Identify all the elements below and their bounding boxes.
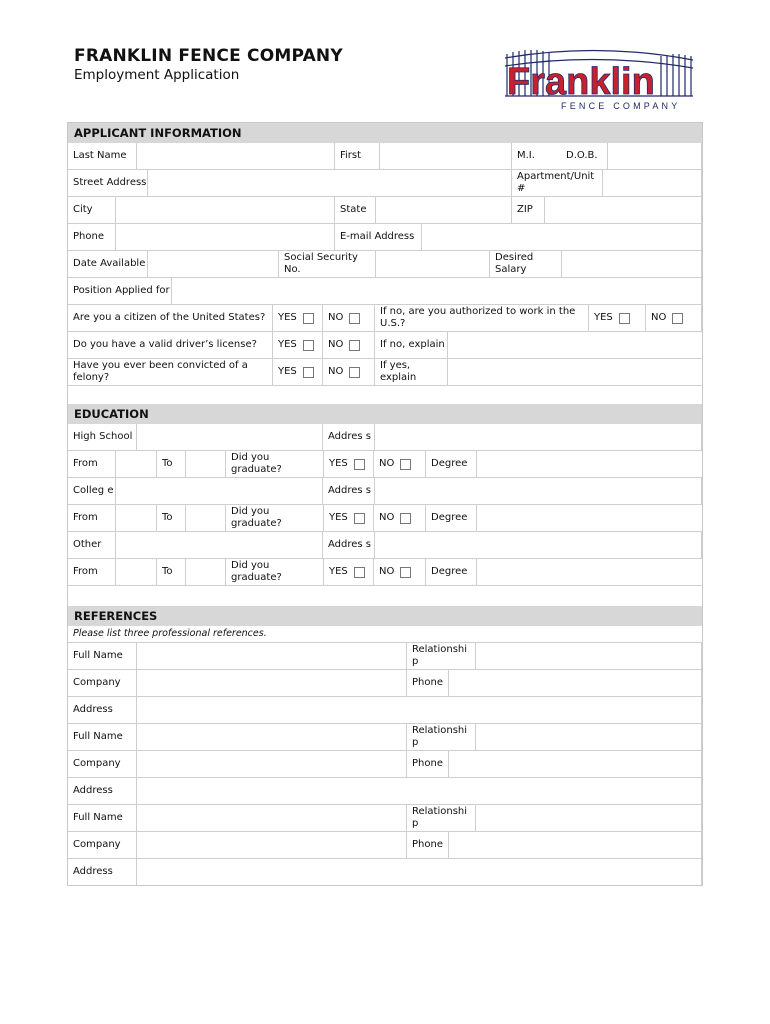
from-label: From	[73, 458, 98, 469]
phone-field[interactable]	[448, 751, 702, 777]
graduate-question: Did you graduate?	[231, 560, 282, 583]
to-label: To	[162, 458, 173, 469]
graduate-yes[interactable]	[323, 451, 374, 477]
other-address-field[interactable]	[374, 532, 702, 558]
salary-label: Desired Salary	[495, 252, 534, 275]
section-references-heading: REFERENCES	[68, 606, 702, 626]
license-question: Do you have a valid driver’s license?	[73, 339, 257, 350]
to-field[interactable]	[185, 559, 226, 585]
full-name-label: Full Name	[73, 731, 123, 742]
row-ref3-company	[68, 831, 702, 858]
graduate-no-label: NO	[379, 512, 395, 523]
state-label: State	[340, 204, 367, 215]
citizen-no[interactable]	[323, 305, 374, 331]
checkbox-icon[interactable]	[354, 567, 365, 578]
apt-label: Apartment/Unit #	[517, 171, 595, 194]
row-phone	[68, 223, 702, 250]
felony-explain-field[interactable]	[448, 359, 702, 385]
full-name-field[interactable]	[136, 643, 407, 669]
city-field[interactable]	[115, 197, 335, 223]
checkbox-icon[interactable]	[354, 459, 365, 470]
graduate-no[interactable]	[374, 451, 425, 477]
apt-field[interactable]	[602, 170, 702, 196]
checkbox-icon[interactable]	[349, 340, 360, 351]
last-name-field[interactable]	[136, 143, 335, 169]
row-references-note	[68, 626, 702, 642]
from-label: From	[73, 512, 98, 523]
citizen-yes-label: YES	[278, 312, 297, 323]
authorized-yes-label: YES	[594, 312, 613, 323]
college-address-label: Addres s	[328, 485, 372, 496]
franklin-logo	[503, 46, 698, 114]
high-school-field[interactable]	[136, 424, 323, 450]
license-explain-field[interactable]	[448, 332, 702, 358]
graduate-no[interactable]	[374, 559, 425, 585]
phone-label: Phone	[412, 758, 443, 769]
full-name-field[interactable]	[136, 805, 407, 831]
row-ref1-address	[68, 696, 702, 723]
company-label: Company	[73, 839, 121, 850]
relationship-field[interactable]	[475, 805, 702, 831]
authorized-question: If no, are you authorized to work in the U.S.?	[374, 305, 589, 331]
citizen-yes[interactable]	[272, 305, 323, 331]
row-ref3-address	[68, 858, 702, 885]
row-other-dates	[68, 558, 702, 585]
row-ref2-address	[68, 777, 702, 804]
checkbox-icon[interactable]	[400, 459, 411, 470]
form-subtitle: Employment Application	[74, 67, 240, 83]
degree-field[interactable]	[477, 559, 702, 585]
address-field[interactable]	[136, 859, 702, 885]
position-label: Position Applied for	[73, 285, 170, 296]
from-field[interactable]	[115, 559, 157, 585]
row-high-school-dates	[68, 450, 702, 477]
felony-no[interactable]	[323, 359, 374, 385]
company-label: Company	[73, 677, 121, 688]
logo-wordmark: Franklin	[507, 61, 655, 103]
company-field[interactable]	[136, 751, 407, 777]
checkbox-icon[interactable]	[400, 513, 411, 524]
felony-explain-label: If yes, explain	[374, 359, 448, 385]
felony-no-label: NO	[328, 366, 344, 377]
dob-field[interactable]	[607, 143, 702, 169]
city-label: City	[73, 204, 93, 215]
phone-label: Phone	[73, 231, 104, 242]
citizen-question: Are you a citizen of the United States?	[73, 312, 266, 323]
first-name-label: First	[340, 150, 362, 161]
relationship-field[interactable]	[475, 724, 702, 750]
mi-label: M.I.	[517, 150, 535, 161]
checkbox-icon[interactable]	[349, 367, 360, 378]
last-name-label: Last Name	[73, 150, 127, 161]
zip-field[interactable]	[544, 197, 702, 223]
checkbox-icon[interactable]	[400, 567, 411, 578]
phone-label: Phone	[412, 677, 443, 688]
college-address-field[interactable]	[374, 478, 702, 504]
checkbox-icon[interactable]	[303, 367, 314, 378]
degree-label: Degree	[425, 451, 477, 477]
row-ref3-name	[68, 804, 702, 831]
graduate-yes-label: YES	[329, 566, 348, 577]
degree-field[interactable]	[477, 451, 702, 477]
full-name-field[interactable]	[136, 724, 407, 750]
graduate-yes-label: YES	[329, 512, 348, 523]
checkbox-icon[interactable]	[354, 513, 365, 524]
license-no[interactable]	[323, 332, 374, 358]
license-yes-label: YES	[278, 339, 297, 350]
company-label: Company	[73, 758, 121, 769]
row-license	[68, 331, 702, 358]
high-school-address-field[interactable]	[374, 424, 702, 450]
authorized-no[interactable]	[645, 305, 702, 331]
phone-field[interactable]	[448, 832, 702, 858]
row-availability	[68, 250, 702, 277]
license-no-label: NO	[328, 339, 344, 350]
graduate-no[interactable]	[374, 505, 425, 531]
from-field[interactable]	[115, 451, 157, 477]
graduate-no-label: NO	[379, 458, 395, 469]
other-label: Other	[73, 539, 102, 550]
license-yes[interactable]	[272, 332, 323, 358]
felony-yes[interactable]	[272, 359, 323, 385]
row-ref2-company	[68, 750, 702, 777]
graduate-question: Did you graduate?	[231, 506, 282, 529]
relationship-field[interactable]	[475, 643, 702, 669]
degree-label: Degree	[425, 505, 477, 531]
to-field[interactable]	[185, 505, 226, 531]
row-ref1-name	[68, 642, 702, 669]
state-field[interactable]	[375, 197, 512, 223]
row-felony	[68, 358, 702, 385]
from-field[interactable]	[115, 505, 157, 531]
authorized-yes[interactable]	[589, 305, 645, 331]
references-note: Please list three professional references.	[73, 628, 267, 639]
street-field[interactable]	[147, 170, 512, 196]
address-field[interactable]	[136, 778, 702, 804]
row-college	[68, 477, 702, 504]
row-citizen	[68, 304, 702, 331]
college-field[interactable]	[115, 478, 323, 504]
graduate-yes-label: YES	[329, 458, 348, 469]
address-label: Address	[73, 785, 113, 796]
date-available-field[interactable]	[147, 251, 279, 277]
degree-label: Degree	[425, 559, 477, 585]
address-label: Address	[73, 704, 113, 715]
application-form	[67, 122, 703, 886]
ssn-field[interactable]	[375, 251, 490, 277]
section-education-heading: EDUCATION	[68, 404, 702, 424]
felony-question: Have you ever been convicted of a felony?	[73, 360, 248, 383]
other-address-label: Addres s	[328, 539, 372, 550]
graduate-yes[interactable]	[323, 505, 374, 531]
authorized-no-label: NO	[651, 312, 667, 323]
salary-field[interactable]	[561, 251, 702, 277]
phone-field[interactable]	[448, 670, 702, 696]
felony-yes-label: YES	[278, 366, 297, 377]
college-label: Colleg e	[73, 485, 114, 496]
email-field[interactable]	[421, 224, 702, 250]
company-title: FRANKLIN FENCE COMPANY	[74, 46, 343, 66]
graduate-question: Did you graduate?	[231, 452, 282, 475]
relationship-label: Relationshi p	[412, 725, 468, 748]
logo-tagline: FENCE COMPANY	[561, 101, 681, 111]
address-field[interactable]	[136, 697, 702, 723]
full-name-label: Full Name	[73, 650, 123, 661]
first-name-field[interactable]	[379, 143, 512, 169]
relationship-label: Relationshi p	[412, 806, 468, 829]
checkbox-icon[interactable]	[303, 340, 314, 351]
date-available-label: Date Available	[73, 258, 146, 269]
spacer	[68, 385, 702, 404]
row-other	[68, 531, 702, 558]
dob-label: D.O.B.	[566, 150, 598, 161]
phone-field[interactable]	[115, 224, 335, 250]
row-name	[68, 143, 702, 169]
company-field[interactable]	[136, 832, 407, 858]
citizen-no-label: NO	[328, 312, 344, 323]
checkbox-icon[interactable]	[303, 313, 314, 324]
high-school-address-label: Addres s	[328, 431, 372, 442]
street-label: Street Address	[73, 177, 147, 188]
to-label: To	[162, 512, 173, 523]
position-field[interactable]	[171, 278, 702, 304]
other-field[interactable]	[115, 532, 323, 558]
row-high-school	[68, 424, 702, 450]
degree-field[interactable]	[477, 505, 702, 531]
relationship-label: Relationshi p	[412, 644, 468, 667]
full-name-label: Full Name	[73, 812, 123, 823]
row-street	[68, 169, 702, 196]
row-ref2-name	[68, 723, 702, 750]
checkbox-icon[interactable]	[619, 313, 630, 324]
row-college-dates	[68, 504, 702, 531]
company-field[interactable]	[136, 670, 407, 696]
spacer	[68, 585, 702, 606]
high-school-label: High School	[73, 431, 133, 442]
to-field[interactable]	[185, 451, 226, 477]
row-ref1-company	[68, 669, 702, 696]
license-explain-label: If no, explain	[374, 332, 448, 358]
graduate-no-label: NO	[379, 566, 395, 577]
row-city	[68, 196, 702, 223]
row-position	[68, 277, 702, 304]
from-label: From	[73, 566, 98, 577]
address-label: Address	[73, 866, 113, 877]
checkbox-icon[interactable]	[349, 313, 360, 324]
to-label: To	[162, 566, 173, 577]
ssn-label: Social Security No.	[284, 252, 358, 275]
phone-label: Phone	[412, 839, 443, 850]
checkbox-icon[interactable]	[672, 313, 683, 324]
graduate-yes[interactable]	[323, 559, 374, 585]
zip-label: ZIP	[517, 204, 533, 215]
section-applicant-heading: APPLICANT INFORMATION	[68, 123, 702, 143]
email-label: E-mail Address	[340, 231, 415, 242]
